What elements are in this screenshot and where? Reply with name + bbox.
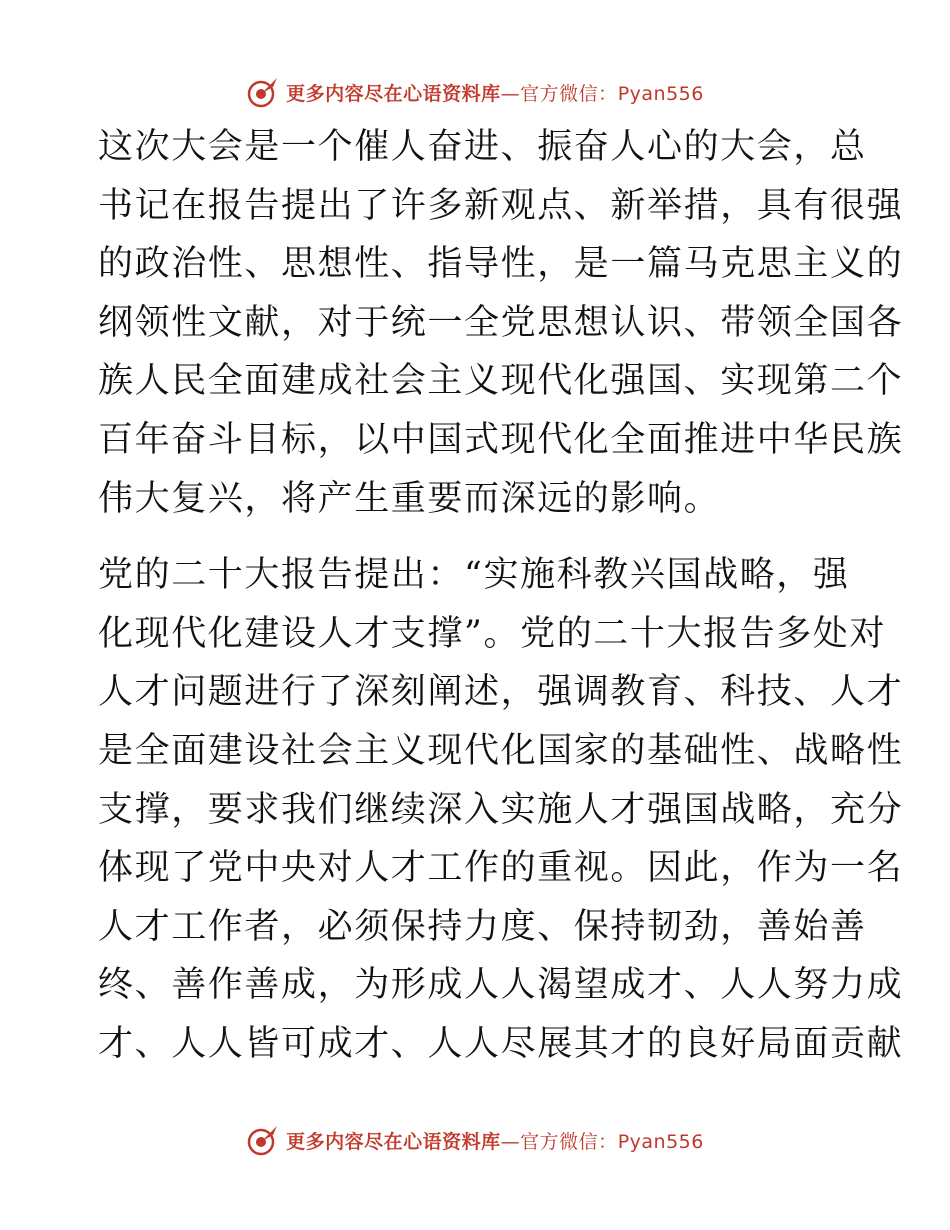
footer-watermark: [0, 1120, 950, 1160]
text-line: 人才工作者，必须保持力度、保持韧劲，善始善: [98, 906, 867, 947]
text-line: 这次大会是一个催人奋进、振奋人心的大会，总: [98, 127, 867, 167]
header-watermark: [0, 72, 950, 112]
text-line: 人才问题进行了深刻阐述，强调教育、科技、人才: [98, 672, 904, 713]
header-wechat-id: Pyan556: [617, 82, 704, 105]
text-line: 终、善作善成，为形成人人渴望成才、人人努力成: [98, 965, 904, 1006]
quill-logo-icon: [246, 75, 280, 109]
paragraph-1: [98, 118, 904, 528]
text-line: 化现代化建设人才支撑”。党的二十大报告多处对: [98, 613, 887, 654]
text-line: 才、人人皆可成才、人人尽展其才的良好局面贡献: [98, 1023, 904, 1064]
text-line: 体现了党中央对人才工作的重视。因此，作为一名: [98, 848, 904, 889]
paragraph-2: [98, 546, 904, 1073]
text-line: 书记在报告提出了许多新观点、新举措，具有很强: [98, 185, 904, 226]
header-dash: —: [500, 82, 521, 105]
text-line: 纲领性文献，对于统一全党思想认识、带领全国各: [98, 302, 904, 343]
quill-logo-icon: [246, 1123, 280, 1157]
text-line: 支撑，要求我们继续深入实施人才强国战略，充分: [98, 789, 904, 830]
text-line: 的政治性、思想性、指导性，是一篇马克思主义的: [98, 244, 904, 285]
paragraph-spacer: [98, 528, 858, 546]
text-line: 党的二十大报告提出：“实施科教兴国战略，强: [98, 555, 850, 596]
footer-site-text: 更多内容尽在心语资料库: [286, 1130, 501, 1153]
text-line: 百年奋斗目标，以中国式现代化全面推进中华民族: [98, 419, 904, 460]
text-line: 族人民全面建成社会主义现代化强国、实现第二个: [98, 361, 904, 402]
header-wechat-label: 官方微信：: [520, 82, 618, 105]
text-line: 是全面建设社会主义现代化国家的基础性、战略性: [98, 730, 904, 771]
footer-wechat-id: Pyan556: [617, 1130, 704, 1153]
text-line: 伟大复兴，将产生重要而深远的影响。: [98, 478, 721, 519]
header-site-text: 更多内容尽在心语资料库: [286, 82, 501, 105]
footer-wechat-label: 官方微信：: [520, 1130, 618, 1153]
document-body: [98, 118, 904, 1074]
footer-dash: —: [500, 1130, 521, 1153]
